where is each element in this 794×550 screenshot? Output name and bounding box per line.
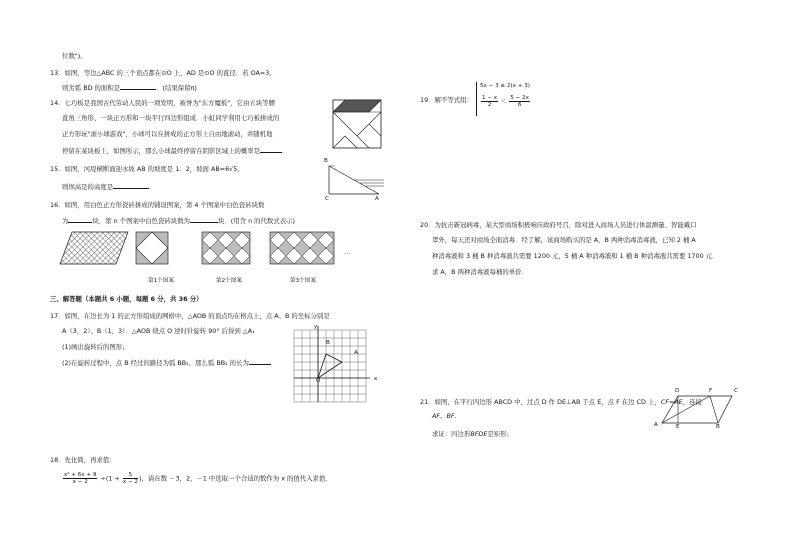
grid-label-b: B [326,340,330,346]
q19-inequality-1: 5x − 3 ≥ 2(x + 3) [480,83,530,89]
para-label-c: C [734,388,738,394]
q21-line3: 求证：四边形BFDE是矩形； [432,430,513,438]
q17-answer-blank [249,358,271,365]
pattern-caption-3: 第3个图案 [290,278,316,284]
q18-expression: $\frac{\text{x² + 6x + 9}}{x - 2}$ ÷(1 + $\frac{5}{x - 2}$ )，请在数 －3，2，－1 中选取一个合适的数作为 x 的值代入求值． [64,472,332,486]
q15-line2: 则坝高是的高度是 ． [62,183,156,191]
q19-brace [476,82,477,116]
q17-line3: (1)画出旋转后的图形； [62,343,129,351]
q18-line1: 18．先化简，再求值： [50,456,116,464]
q14-line3: 正方形玩"滚小球游戏"，小球可以在拼成的正方形上自由地滚动，并随机地 [62,130,273,138]
para-label-b: B [716,424,720,430]
dam-cross-section-figure [324,160,384,200]
q15-line1: 15．如图，河堤横断面迎水坡 AB 的坡度是 1：2，坡面 AB=6√5， [50,165,244,173]
q19-label: 19．解不等式组： [420,96,473,104]
q18-fraction-1: $\frac{\text{x² + 6x + 9}}{x - 2}$ [64,472,97,486]
q21-line2: AF，BF． [432,412,461,420]
q20-line1: 20．为抗击新冠病毒，某大型商场积极响应政府号召，除对进入商场人员进行体温测量、智能戴口 [420,221,697,229]
section-3-heading: 三、解答题（本题共 6 小题，每题 6 分，共 36 分） [50,295,203,303]
q18-fraction-2: $\frac{5}{x - 2}$ [122,472,138,486]
q19-inequality-2: $\frac{1 - x}{2}$ ＜ $\frac{5 - 2x}{6}$ [482,95,529,109]
para-label-d: D [675,388,680,394]
q17-line1: 17．如图，在边长为 1 的正方形组成的网格中，△AOB 的顶点均在格点上，点 A、B 的坐标分别是 [50,312,330,320]
pattern-3 [270,232,334,264]
pattern-figures [60,230,360,270]
pattern-caption-1: 第1个图案 [148,278,174,284]
q21-line1: 21．如图，在平行四边形 ABCD 中，过点 D 作 DE⊥AB 于点 E，点 F 在边 CD 上，CF=AE，连接 [420,398,702,406]
q16-line1: 16．如图，用白色正方形瓷砖拼成的铺设图案，第 4 个图案中白色瓷砖块数 [50,201,265,209]
q14-answer-blank [260,146,282,153]
pattern-caption-2: 第2个图案 [216,278,242,284]
tangram-figure [333,100,381,148]
para-label-e: E [676,424,680,430]
grid-label-a: A [354,350,358,356]
q14-line2: 直角三角形、一块正方形和一块平行四边形组成．小虹同学利用七巧板拼成的 [62,114,280,122]
parallelogram-figure [656,393,736,425]
q17-line4: (2)在旋转过程中，点 B 经过的路径为弧 BB₁，那么弧 BB₁ 的长为 [62,358,271,367]
coordinate-grid-figure [294,330,374,410]
q16-blank-2 [190,216,218,223]
grid-label-y: y [314,324,318,330]
q14-line4: 停留在某块板上，如图所示，那么小球最终停留在阴影区域上的概率是 ． [62,147,289,155]
q16-blank-1 [68,216,92,223]
q16-line2: 为 块，第 n 个图案中白色瓷砖块数为 块．(用含 n 的代数式表示) [62,217,295,225]
q14-line1: 14．七巧板是我国古代劳动人民的一项发明，被誉为"东方魔板"，它由五块等腰 [50,99,275,107]
pattern-1 [136,232,168,264]
triangle-aob [318,354,342,378]
dam-label-a: A [375,196,379,202]
q17-line2: A（3，2）、B（1，3）．△AOB 绕点 O 逆时针旋转 90° 后得到 △A₁ [62,327,255,335]
q13-line1: 13．如图，等边△ABC 的三个顶点都在⊙O 上，AD 是⊙O 的直径．若 OA=3， [50,69,276,77]
q15-root: √5 [229,165,238,173]
q13-line2: 则劣弧 BD 的面积是 ．(结果保留π) [62,84,197,92]
q13-answer-blank [120,83,156,90]
para-label-f: F [709,388,713,394]
dam-label-c: C [325,196,329,202]
q20-line4: 求 A，B 两种消毒液每桶的单价． [432,268,528,276]
q20-line2: 罩外，每天还对商场全面消毒．经了解，该商场购买的是 A，B 两种消毒消毒液，已知 2 桶 A [432,236,696,244]
grid-label-o: O [316,378,321,384]
pattern-2 [202,232,250,264]
q20-line3: 种消毒液和 3 桶 B 种消毒液共需要 1200 元，5 桶 A 种消毒液和 1 桶 B 种消毒液共需要 1700 元． [432,252,719,260]
q15-answer-blank [113,182,149,189]
carry-over-text: 位数")。 [62,52,87,60]
para-label-a: A [654,422,658,428]
pattern-ellipsis: … [344,248,351,256]
grid-label-x: x [374,376,378,382]
dam-label-b: B [324,158,328,164]
